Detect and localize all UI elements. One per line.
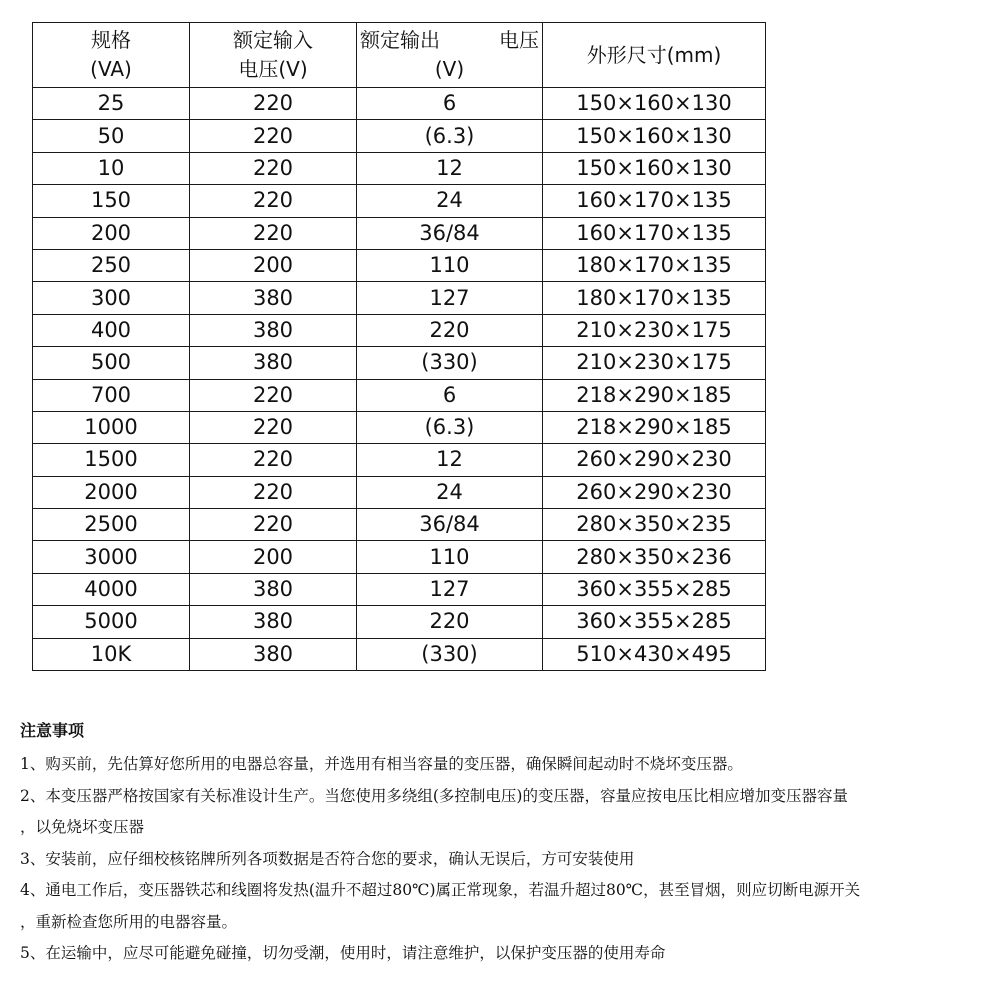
table-row xyxy=(33,217,766,249)
cell-spec: 10K xyxy=(33,638,190,670)
cell-input-voltage: 380 xyxy=(190,314,357,346)
cell-input-voltage: 380 xyxy=(190,282,357,314)
cell-spec: 700 xyxy=(33,379,190,411)
cell-size: 210×230×175 xyxy=(543,314,766,346)
cell-spec: 1000 xyxy=(33,411,190,443)
note-line: 5、在运输中，应尽可能避免碰撞，切勿受潮，使用时，请注意维护，以保护变压器的使用寿命 xyxy=(20,944,666,962)
cell-output-voltage: (6.3) xyxy=(357,120,543,152)
cell-output-voltage: 110 xyxy=(357,541,543,573)
note-line: ，以免烧坏变压器 xyxy=(20,818,145,836)
note-line: 2、本变压器严格按国家有关标准设计生产。当您使用多绕组(多控制电压)的变压器，容量应按电压比相应增加变压器容量 xyxy=(20,786,848,805)
table-row xyxy=(33,411,766,443)
cell-size: 260×290×230 xyxy=(543,444,766,476)
cell-output-voltage: 24 xyxy=(357,185,543,217)
table-row xyxy=(33,444,766,476)
cell-spec: 2000 xyxy=(33,476,190,508)
cell-output-voltage: 12 xyxy=(357,444,543,476)
table-row xyxy=(33,152,766,184)
cell-output-voltage: 220 xyxy=(357,314,543,346)
header-size-label: 外形尺寸(mm) xyxy=(586,42,722,67)
cell-output-voltage: 12 xyxy=(357,152,543,184)
note-line: ，重新检查您所用的电器容量。 xyxy=(20,912,238,931)
cell-output-voltage: 6 xyxy=(357,379,543,411)
cell-size: 180×170×135 xyxy=(543,249,766,281)
cell-input-voltage: 200 xyxy=(190,541,357,573)
cell-output-voltage: 24 xyxy=(357,476,543,508)
cell-spec: 50 xyxy=(33,120,190,152)
cell-spec: 4000 xyxy=(33,573,190,605)
table-header-row xyxy=(33,23,766,88)
cell-output-voltage: 127 xyxy=(357,282,543,314)
cell-size: 218×290×185 xyxy=(543,379,766,411)
header-spec-line2: (VA) xyxy=(90,57,132,81)
table-row xyxy=(33,573,766,605)
cell-size: 218×290×185 xyxy=(543,411,766,443)
note-line: 3、安装前，应仔细校核铭牌所列各项数据是否符合您的要求，确认无误后，方可安装使用 xyxy=(20,849,635,868)
header-output-line1-a: 额定输出 xyxy=(360,28,440,52)
cell-input-voltage: 220 xyxy=(190,120,357,152)
cell-input-voltage: 380 xyxy=(190,347,357,379)
note-line: 1、购买前，先估算好您所用的电器总容量，并选用有相当容量的变压器，确保瞬间起动时不烧坏变压器。 xyxy=(20,755,743,773)
header-output-line2: (V) xyxy=(434,57,465,81)
cell-input-voltage: 380 xyxy=(190,573,357,605)
header-spec xyxy=(33,23,190,88)
cell-spec: 3000 xyxy=(33,541,190,573)
cell-output-voltage: (330) xyxy=(357,347,543,379)
spec-table xyxy=(32,22,766,671)
cell-input-voltage: 220 xyxy=(190,185,357,217)
cell-size: 280×350×235 xyxy=(543,509,766,541)
cell-output-voltage: 36/84 xyxy=(357,509,543,541)
cell-spec: 2500 xyxy=(33,509,190,541)
notes-list xyxy=(20,749,995,970)
cell-size: 160×170×135 xyxy=(543,185,766,217)
note-line: 4、通电工作后，变压器铁芯和线圈将发热(温升不超过80℃)属正常现象，若温升超过80℃，甚至冒烟，则应切断电源开关 xyxy=(20,881,861,899)
cell-input-voltage: 220 xyxy=(190,444,357,476)
header-input-line2: 电压(V) xyxy=(238,57,308,81)
cell-spec: 150 xyxy=(33,185,190,217)
header-output-line1-b: 电压 xyxy=(499,28,539,52)
cell-size: 150×160×130 xyxy=(543,88,766,120)
cell-size: 510×430×495 xyxy=(543,638,766,670)
cell-spec: 500 xyxy=(33,347,190,379)
header-size xyxy=(543,23,766,88)
cell-size: 180×170×135 xyxy=(543,282,766,314)
cell-output-voltage: (330) xyxy=(357,638,543,670)
cell-output-voltage: 127 xyxy=(357,573,543,605)
cell-input-voltage: 220 xyxy=(190,411,357,443)
header-input-line1: 额定输入 xyxy=(233,28,313,52)
cell-input-voltage: 380 xyxy=(190,638,357,670)
cell-input-voltage: 220 xyxy=(190,509,357,541)
cell-size: 150×160×130 xyxy=(543,152,766,184)
cell-size: 360×355×285 xyxy=(543,606,766,638)
table-row xyxy=(33,120,766,152)
table-row xyxy=(33,88,766,120)
table-row xyxy=(33,638,766,670)
cell-spec: 400 xyxy=(33,314,190,346)
cell-input-voltage: 220 xyxy=(190,88,357,120)
table-row xyxy=(33,314,766,346)
cell-input-voltage: 200 xyxy=(190,249,357,281)
notes-section xyxy=(20,718,995,970)
cell-input-voltage: 220 xyxy=(190,217,357,249)
cell-spec: 25 xyxy=(33,88,190,120)
cell-input-voltage: 220 xyxy=(190,379,357,411)
table-row xyxy=(33,185,766,217)
cell-spec: 250 xyxy=(33,249,190,281)
cell-spec: 1500 xyxy=(33,444,190,476)
header-input-voltage xyxy=(190,23,357,88)
cell-output-voltage: 220 xyxy=(357,606,543,638)
table-row xyxy=(33,249,766,281)
cell-input-voltage: 380 xyxy=(190,606,357,638)
cell-size: 360×355×285 xyxy=(543,573,766,605)
header-spec-line1: 规格 xyxy=(91,28,131,52)
cell-output-voltage: (6.3) xyxy=(357,411,543,443)
table-row xyxy=(33,509,766,541)
notes-title: 注意事项 xyxy=(20,721,85,740)
table-row xyxy=(33,347,766,379)
spec-table-body xyxy=(33,88,766,671)
table-row xyxy=(33,606,766,638)
cell-size: 160×170×135 xyxy=(543,217,766,249)
table-row xyxy=(33,476,766,508)
cell-input-voltage: 220 xyxy=(190,152,357,184)
cell-output-voltage: 36/84 xyxy=(357,217,543,249)
cell-input-voltage: 220 xyxy=(190,476,357,508)
cell-size: 280×350×236 xyxy=(543,541,766,573)
cell-size: 210×230×175 xyxy=(543,347,766,379)
table-row xyxy=(33,541,766,573)
table-row xyxy=(33,282,766,314)
cell-size: 150×160×130 xyxy=(543,120,766,152)
cell-output-voltage: 6 xyxy=(357,88,543,120)
cell-size: 260×290×230 xyxy=(543,476,766,508)
cell-spec: 10 xyxy=(33,152,190,184)
cell-spec: 5000 xyxy=(33,606,190,638)
cell-output-voltage: 110 xyxy=(357,249,543,281)
table-row xyxy=(33,379,766,411)
header-output-voltage xyxy=(357,23,543,88)
cell-spec: 300 xyxy=(33,282,190,314)
cell-spec: 200 xyxy=(33,217,190,249)
